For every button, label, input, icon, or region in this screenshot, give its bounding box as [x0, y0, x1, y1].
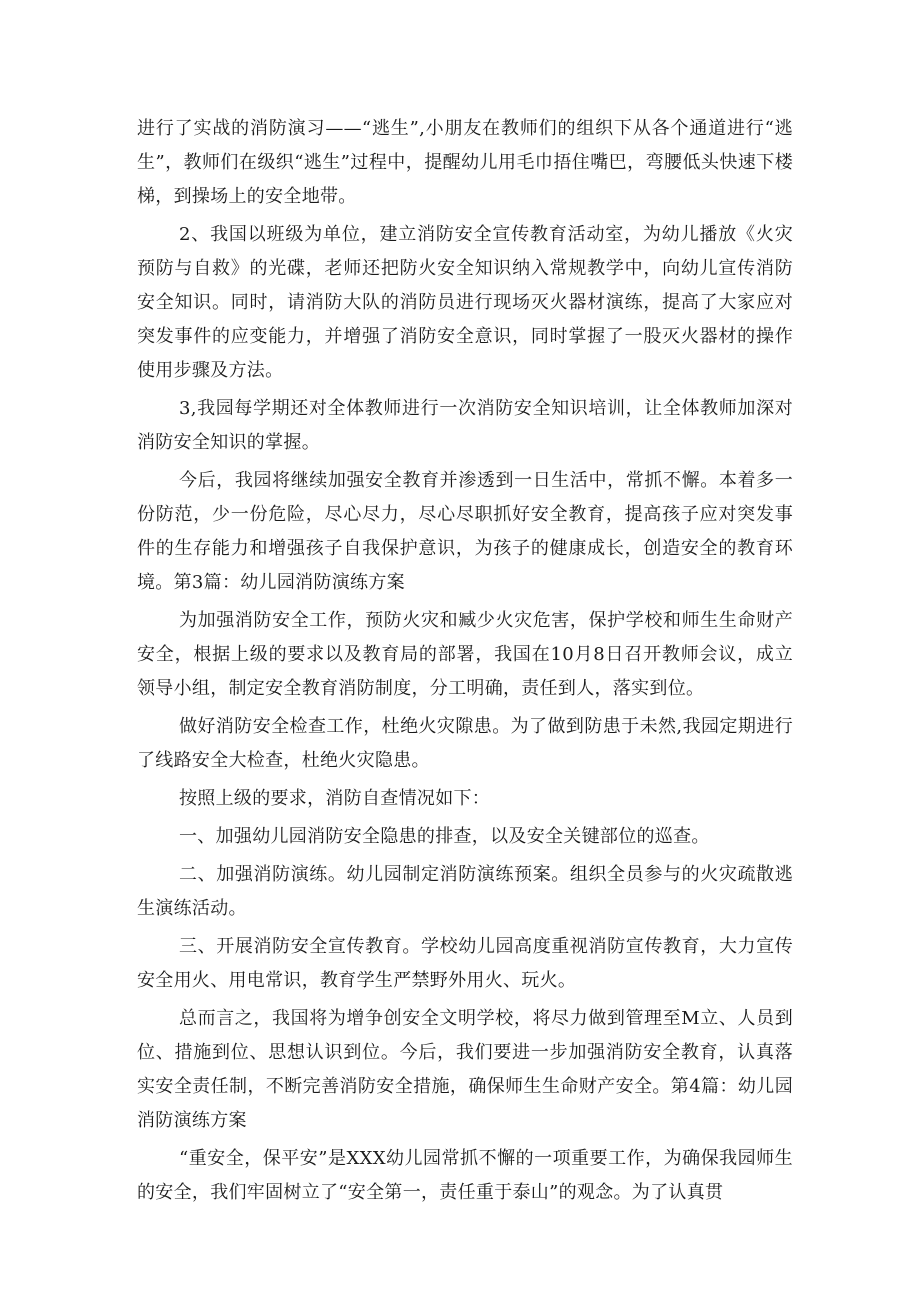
paragraph-3: 3,我园每学期还对全体教师进行一次消防安全知识培训，让全体教师加深对消防安全知识的掌握。: [137, 398, 793, 453]
paragraph-9: 二、加强消防演练。幼儿园制定消防演练预案。组织全员参与的火灾疏散逃生演练活动。: [137, 864, 793, 919]
paragraph-11: 总而言之，我国将为增争创安全文明学校，将尽力做到管理至M立、人员到位、措施到位、思想认识到位。今后，我们要进一步加强消防安全教育，认真落实安全责任制，不断完善消防安全措施，确保师生生命财产安全。第4篇：幼儿园消防演练方案: [137, 1008, 793, 1131]
paragraph-4: 今后，我园将继续加强安全教育并渗透到一日生活中，常抓不懈。本着多一份防范，少一份危险，尽心尽力，尽心尽职抓好安全教育，提高孩子应对突发事件的生存能力和增强孩子自我保护意识，为孩子的健康成长，创造安全的教育环境。第3篇：幼儿园消防演练方案: [137, 470, 793, 593]
paragraph-10: 三、开展消防安全宣传教育。学校幼儿园高度重视消防宣传教育，大力宣传安全用火、用电常识，教育学生严禁野外用火、玩火。: [137, 936, 793, 991]
paragraph-8: 一、加强幼儿园消防安全隐患的排查，以及安全关键部位的巡查。: [179, 826, 710, 847]
paragraph-2: 2、我国以班级为单位，建立消防安全宣传教育活动室，为幼儿播放《火灾预防与自救》的光碟，老师还把防火安全知识纳入常规教学中，向幼儿宣传消防安全知识。同时，请消防大队的消防员进行现场灭火器材演练，提高了大家应对突发事件的应变能力，并增强了消防安全意识，同时掌握了一股灭火器材的操作使用步骤及方法。: [137, 224, 793, 381]
paragraph-1: 进行了实战的消防演习——“逃生”,小朋友在教师们的组织下从各个通道进行“逃生”，教师们在级织“逃生”过程中，提醒幼儿用毛巾捂住嘴巴，弯腰低头快速下楼梯，到操场上的安全地带。: [137, 118, 793, 207]
document-page: [137, 112, 793, 1210]
paragraph-5: 为加强消防安全工作，预防火灾和臧少火灾危害，保护学校和师生生命财产安全，根据上级的要求以及教育局的部署，我国在10月8日召开教师会议，成立领导小组，制定安全教育消防制度，分工明确，责任到人，落实到位。: [137, 610, 793, 699]
paragraph-6: 做好消防安全检查工作，杜绝火灾隙患。为了做到防患于未然,我园定期进行了线路安全大检查，杜绝火灾隐患。: [137, 716, 793, 771]
paragraph-12: “重安全，保平安”是XXX幼儿园常抓不懈的一项重要工作，为确保我园师生的安全，我们牢固树立了“安全第一，责任重于泰山”的观念。为了认真贯: [137, 1148, 793, 1203]
paragraph-7: 按照上级的要求，消防自查情况如下：: [179, 788, 491, 809]
